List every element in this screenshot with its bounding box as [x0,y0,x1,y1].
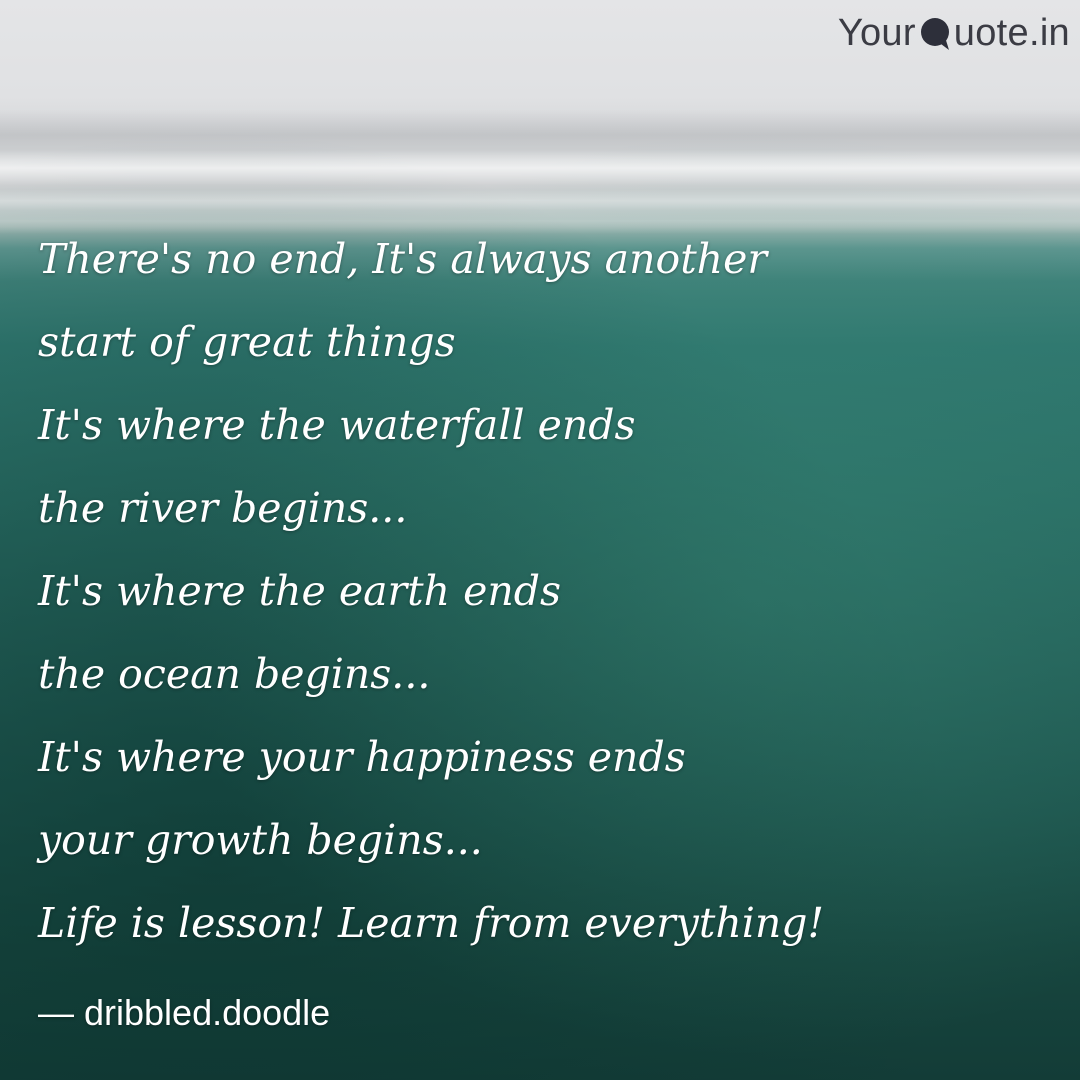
quote-text [38,218,1048,965]
yourquote-logo[interactable] [838,12,1070,55]
quote-line: There's no end, It's always another [38,235,767,283]
wave-foam [0,150,1080,190]
quote-line: the ocean begins... [38,650,431,698]
quote-line: Life is lesson! Learn from everything! [38,899,824,947]
logo-prefix: Your [837,12,916,54]
quote-line: the river begins... [38,484,408,532]
quote-line: It's where your happiness ends [38,733,686,781]
logo-suffix: uote.in [953,12,1070,54]
quote-line: start of great things [38,318,456,366]
quote-line: It's where the waterfall ends [38,401,636,449]
quote-bubble-icon [919,17,953,51]
quote-line: It's where the earth ends [38,567,562,615]
quote-line: your growth begins... [38,816,483,864]
author-signature[interactable]: — dribbled.doodle [38,992,331,1033]
